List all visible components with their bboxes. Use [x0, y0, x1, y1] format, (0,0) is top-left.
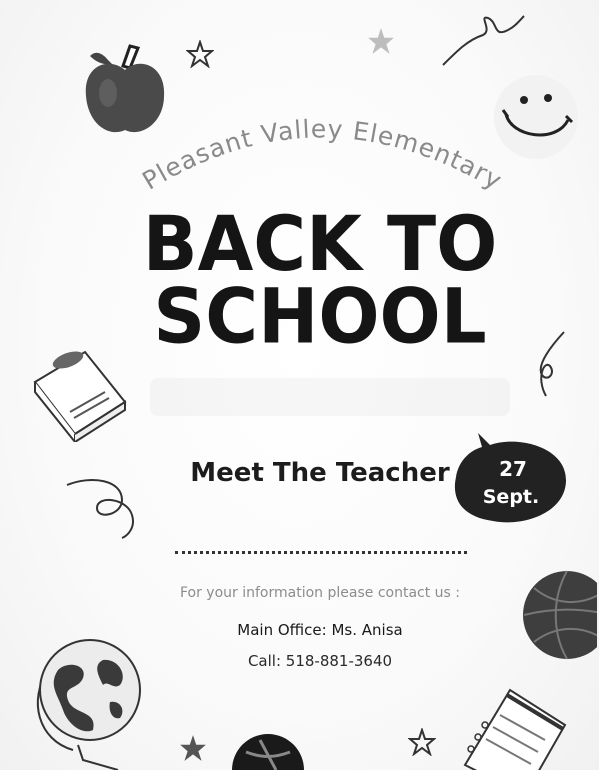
star-icon	[178, 733, 208, 763]
star-icon	[366, 26, 396, 56]
faint-band	[150, 378, 510, 416]
dotted-divider	[175, 551, 467, 554]
svg-text:Pleasant Valley Elementary: Pleasant Valley Elementary	[137, 114, 508, 196]
globe-icon	[28, 630, 148, 770]
headline-line-2: SCHOOL	[153, 271, 487, 361]
contact-office: Main Office: Ms. Anisa	[237, 621, 403, 639]
date-day: 27	[499, 457, 527, 481]
headline-line-1: BACK TO	[142, 199, 498, 289]
event-title: Meet The Teacher	[190, 458, 450, 488]
squiggle-icon	[532, 330, 572, 400]
school-name	[120, 95, 520, 215]
basketball-icon	[522, 568, 597, 663]
squiggle-icon	[438, 10, 528, 70]
notepad-icon	[455, 685, 575, 770]
ball-icon	[232, 730, 304, 770]
contact-intro: For your information please contact us :	[179, 585, 460, 601]
contact-phone: Call: 518-881-3640	[247, 652, 393, 670]
date-month: Sept.	[482, 486, 540, 508]
swirl-icon	[62, 470, 152, 540]
star-icon	[186, 40, 214, 68]
star-icon	[408, 728, 436, 756]
book-icon	[30, 342, 130, 442]
